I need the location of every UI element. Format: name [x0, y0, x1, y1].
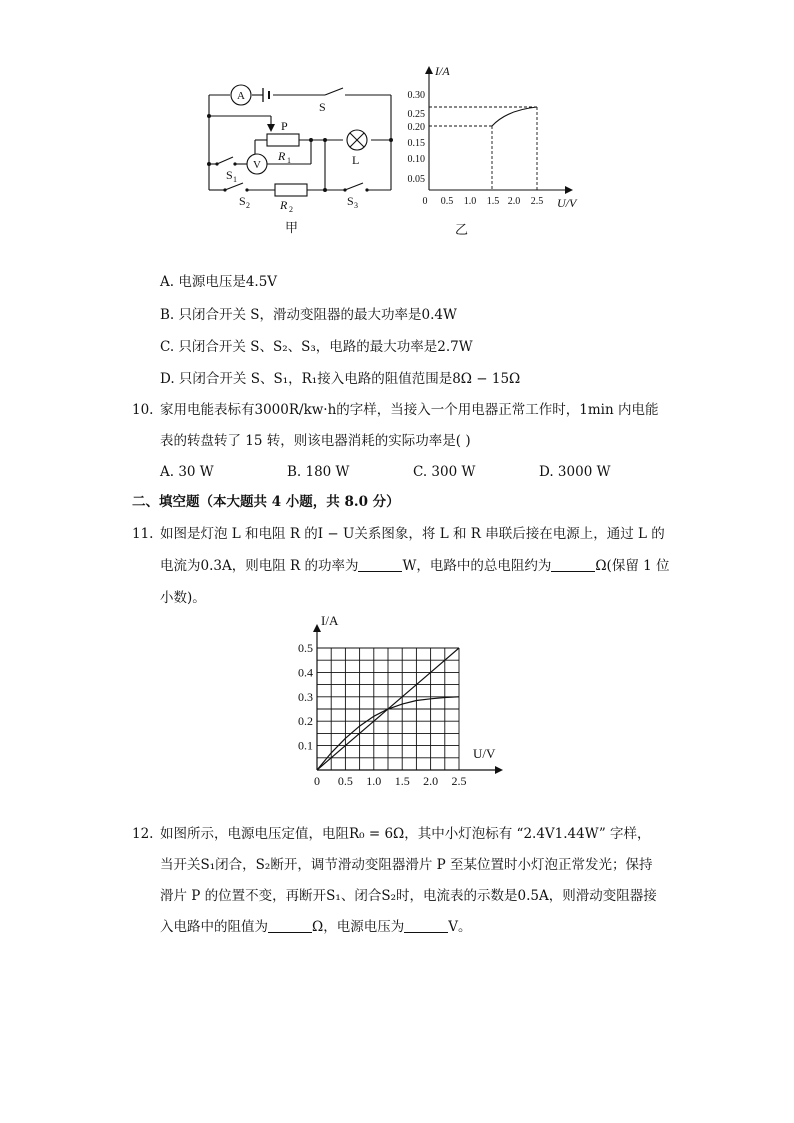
iu-chart: [285, 605, 515, 795]
q12-line4-part-b: Ω，电源电压为: [312, 919, 405, 935]
q12-line4-part-c: V。: [448, 919, 472, 935]
q11-line2-part-a: 电流为0.3A，则电阻 R 的功率为: [160, 558, 359, 574]
s3-label: S: [347, 194, 354, 208]
graph-ytick: 0.05: [407, 174, 425, 185]
q9-option-d[interactable]: D. 只闭合开关 S、S₁，R₁接入电路的阻值范围是8Ω − 15Ω: [160, 371, 521, 387]
figure-yi-caption: 乙: [455, 222, 469, 237]
x-tick-label: 0: [314, 774, 320, 788]
q11-line2-part-c: Ω(保留 1 位: [595, 558, 670, 574]
y-axis-arrow: [313, 624, 321, 632]
r1-label: R: [278, 149, 286, 163]
graph-ytick: 0.15: [407, 138, 425, 149]
answer-blank[interactable]: [358, 557, 402, 572]
q12-stem-line2: 当开关S₁闭合，S₂断开，调节滑动变阻器滑片 P 至某位置时小灯泡正常发光；保持: [160, 857, 653, 873]
s1-sub: 1: [233, 175, 237, 184]
q10-stem-line1: 家用电能表标有3000R/kw·h的字样，当接入一个用电器正常工作时，1min 内电能: [160, 402, 659, 418]
graph-xtick: 1.0: [463, 196, 477, 207]
voltmeter-label: V: [253, 159, 261, 171]
q11-line2-part-b: W，电路中的总电阻约为: [402, 558, 552, 574]
x-tick-label: 2.5: [451, 774, 467, 788]
y-tick-label: 0.1: [298, 738, 313, 753]
r2-label: R: [280, 198, 288, 212]
q10-option-b[interactable]: B. 180 W: [287, 464, 350, 480]
graph-ytick: 0.25: [407, 109, 425, 120]
q10-number: 10.: [132, 402, 154, 418]
q9-option-a[interactable]: A. 电源电压是4.5V: [160, 274, 278, 290]
graph-ylabel: I/A: [435, 64, 450, 78]
graph-ytick: 0.30: [407, 90, 425, 101]
answer-blank[interactable]: [404, 918, 448, 933]
section-heading: 二、填空题（本大题共 4 小题，共 8.0 分）: [132, 494, 400, 510]
lamp-label: L: [352, 153, 360, 167]
slider-p-label: P: [281, 119, 288, 133]
switch-s-label: S: [319, 100, 326, 114]
graph-xtick: 2.0: [507, 196, 521, 207]
q12-line4-part-a: 入电路中的阻值为: [160, 919, 268, 935]
s3-sub: 3: [354, 201, 358, 210]
y-tick-label: 0.2: [298, 714, 313, 729]
figure-jia-caption: 甲: [285, 220, 299, 235]
q12-number: 12.: [132, 826, 154, 842]
q11-number: 11.: [132, 526, 154, 542]
x-axis-arrow: [495, 766, 503, 774]
x-tick-label: 1.0: [366, 774, 382, 788]
q10-stem-line2: 表的转盘转了 15 转，则该电器消耗的实际功率是( ): [160, 433, 471, 449]
graph-xtick: 1.5: [486, 196, 500, 207]
y-tick-label: 0.5: [298, 641, 313, 655]
q11-stem-line3: 小数)。: [160, 590, 206, 606]
q12-stem-line4: [160, 917, 471, 937]
graph-xlabel: U/V: [557, 196, 577, 210]
s2-sub: 2: [246, 201, 250, 210]
answer-blank[interactable]: [551, 557, 595, 572]
graph-ytick: 0.20: [407, 122, 425, 133]
graph-ytick: 0.10: [407, 154, 425, 165]
ammeter-label: A: [237, 90, 245, 102]
circuit-diagram: [195, 78, 410, 238]
q10-option-c[interactable]: C. 300 W: [413, 464, 476, 480]
q9-option-b[interactable]: B. 只闭合开关 S，滑动变阻器的最大功率是0.4W: [160, 307, 457, 323]
s2-label: S: [239, 194, 246, 208]
graph-xtick: 0.5: [440, 196, 454, 207]
r2-sub: 2: [289, 205, 293, 214]
y-tick-label: 0.4: [298, 665, 313, 680]
answer-blank[interactable]: [268, 918, 312, 933]
y-tick-label: 0.3: [298, 689, 313, 704]
x-tick-label: 1.5: [394, 774, 410, 788]
chart-xlabel: U/V: [473, 746, 496, 761]
q9-option-c[interactable]: C. 只闭合开关 S、S₂、S₃，电路的最大功率是2.7W: [160, 339, 473, 355]
s1-label: S: [226, 168, 233, 182]
q10-option-d[interactable]: D. 3000 W: [539, 464, 611, 480]
q10-option-a[interactable]: A. 30 W: [160, 464, 214, 480]
q12-stem-line3: 滑片 P 的位置不变，再断开S₁、闭合S₂时，电流表的示数是0.5A，则滑动变阻器接: [160, 888, 657, 904]
q12-stem-line1: 如图所示，电源电压定值，电阻R₀ = 6Ω，其中小灯泡标有 “2.4V1.44W” 字样，: [160, 826, 651, 842]
q11-stem-line1: 如图是灯泡 L 和电阻 R 的I − U关系图象，将 L 和 R 串联后接在电源上，通过 L 的: [160, 526, 665, 542]
graph-xtick: 2.5: [530, 196, 544, 207]
graph-xtick: 0: [422, 196, 428, 207]
x-tick-label: 0.5: [337, 774, 353, 788]
r1-sub: 1: [287, 156, 291, 165]
chart-ylabel: I/A: [321, 613, 339, 628]
q11-stem-line2: [160, 556, 670, 576]
iu-graph-yi: [395, 58, 595, 243]
x-tick-label: 2.0: [423, 774, 439, 788]
